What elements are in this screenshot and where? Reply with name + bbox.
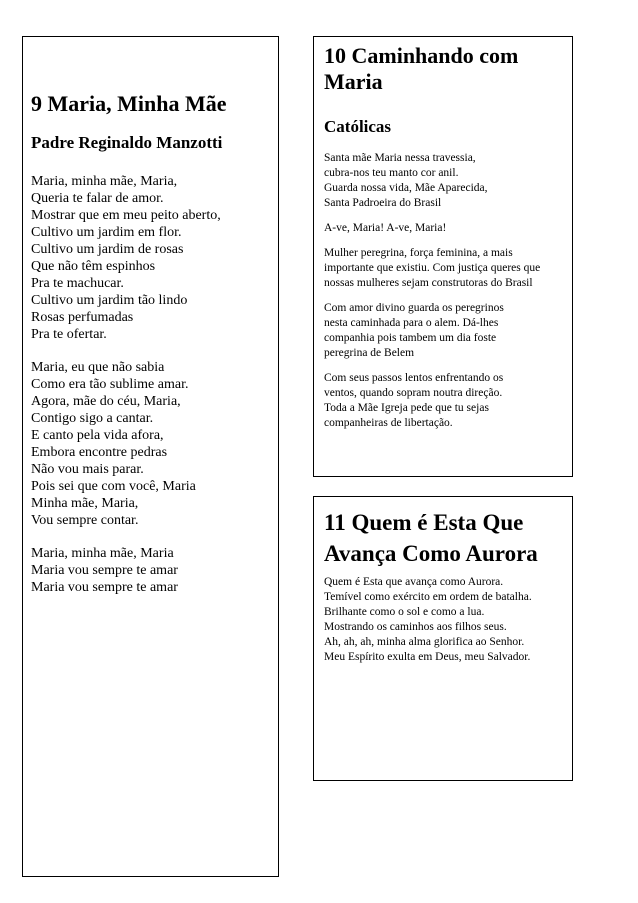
lyric-line: ventos, quando sopram noutra direção. — [324, 387, 503, 399]
lyric-line: Agora, mãe do céu, Maria, — [31, 394, 181, 409]
lyric-line: peregrina de Belem — [324, 347, 415, 359]
lyric-line: Mulher peregrina, força feminina, a mais — [324, 247, 513, 259]
lyric-line: Cultivo um jardim em flor. — [31, 225, 182, 240]
lyric-line: Com amor divino guarda os peregrinos — [324, 302, 504, 314]
lyric-line: Rosas perfumadas — [31, 310, 134, 325]
lyric-line: Minha mãe, Maria, — [31, 496, 139, 511]
lyric-line: nossas mulheres sejam construtoras do Brasil — [324, 277, 533, 289]
lyric-line: Santa mãe Maria nessa travessia, — [324, 152, 476, 164]
lyric-line: companhia pois tambem um dia foste — [324, 332, 497, 344]
stanza — [31, 173, 276, 343]
stanza — [324, 371, 572, 431]
stanza — [324, 221, 572, 236]
lyric-line: Pra te ofertar. — [31, 327, 107, 342]
lyric-line: Embora encontre pedras — [31, 445, 168, 460]
lyric-line: Pois sei que com você, Maria — [31, 479, 196, 494]
stanza — [324, 575, 572, 665]
lyric-line: Pra te machucar. — [31, 276, 124, 291]
lyric-line: Queria te falar de amor. — [31, 191, 164, 206]
song-title: 10 Caminhando com Maria — [324, 43, 519, 94]
song-box-10 — [313, 36, 573, 477]
lyric-line: Quem é Esta que avança como Aurora. — [324, 576, 504, 588]
stanza — [324, 301, 572, 361]
lyric-line: Cultivo um jardim de rosas — [31, 242, 184, 257]
lyric-line: Como era tão sublime amar. — [31, 377, 189, 392]
lyric-line: Mostrar que em meu peito aberto, — [31, 208, 221, 223]
lyric-line: cubra-nos teu manto cor anil. — [324, 167, 459, 179]
lyric-line: A-ve, Maria! A-ve, Maria! — [324, 222, 447, 234]
stanza — [324, 151, 572, 211]
lyric-line: Não vou mais parar. — [31, 462, 144, 477]
lyric-line: Santa Padroeira do Brasil — [324, 197, 442, 209]
song-category: Católicas — [324, 117, 392, 136]
lyric-line: Vou sempre contar. — [31, 513, 139, 528]
lyric-line: Que não têm espinhos — [31, 259, 156, 274]
lyric-line: companheiras de libertação. — [324, 417, 453, 429]
lyric-line: Meu Espírito exulta em Deus, meu Salvador. — [324, 651, 531, 663]
lyric-line: Contigo sigo a cantar. — [31, 411, 154, 426]
song-title: 11 Quem é Esta Que Avança Como Aurora — [324, 510, 538, 566]
lyric-line: Maria vou sempre te amar — [31, 580, 178, 595]
lyric-line: Brilhante como o sol e como a lua. — [324, 606, 485, 618]
song-lyrics — [324, 575, 572, 665]
lyric-line: Temível como exército em ordem de batalha. — [324, 591, 532, 603]
lyric-line: Com seus passos lentos enfrentando os — [324, 372, 504, 384]
lyric-line: Maria, minha mãe, Maria, — [31, 174, 178, 189]
song-box-9 — [22, 36, 279, 877]
song-title: 9 Maria, Minha Mãe — [31, 91, 227, 116]
stanza — [324, 246, 572, 291]
lyric-line: Maria vou sempre te amar — [31, 563, 178, 578]
lyric-line: nesta caminhada para o alem. Dá-lhes — [324, 317, 499, 329]
stanza — [31, 359, 276, 529]
lyric-line: importante que existiu. Com justiça queres que — [324, 262, 541, 274]
lyric-line: Toda a Mãe Igreja pede que tu sejas — [324, 402, 489, 414]
lyric-line: E canto pela vida afora, — [31, 428, 164, 443]
lyric-line: Maria, eu que não sabia — [31, 360, 165, 375]
song-box-11 — [313, 496, 573, 781]
lyric-line: Maria, minha mãe, Maria — [31, 546, 174, 561]
song-lyrics — [31, 173, 276, 612]
lyric-line: Cultivo um jardim tão lindo — [31, 293, 188, 308]
song-lyrics — [324, 151, 572, 441]
lyric-line: Mostrando os caminhos aos filhos seus. — [324, 621, 507, 633]
song-author: Padre Reginaldo Manzotti — [31, 133, 223, 152]
lyric-line: Ah, ah, ah, minha alma glorifica ao Senhor. — [324, 636, 525, 648]
lyric-line: Guarda nossa vida, Mãe Aparecida, — [324, 182, 488, 194]
stanza — [31, 545, 276, 596]
